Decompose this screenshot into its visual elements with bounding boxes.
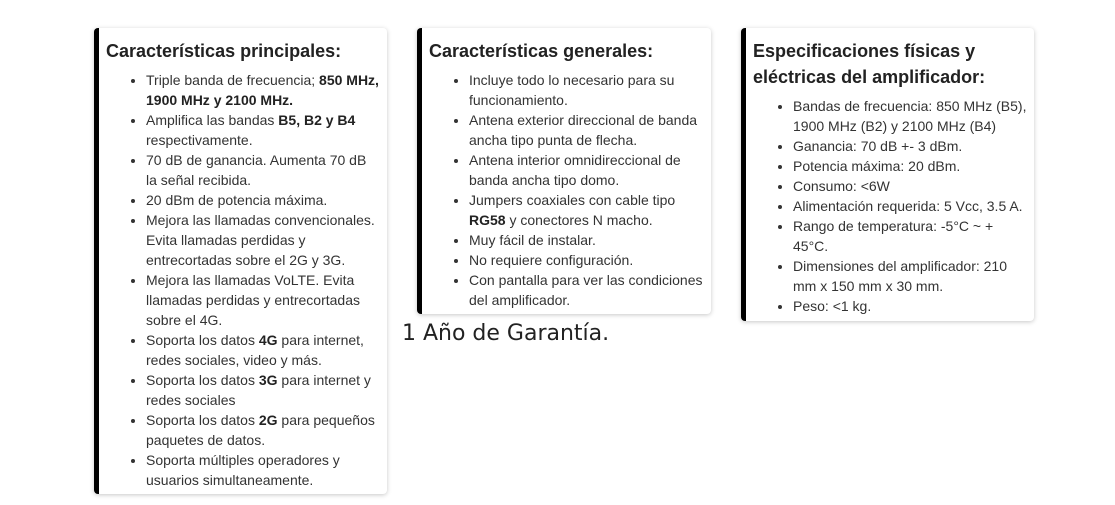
list-item-text: Bandas de frecuencia: 850 MHz (B5), 1900 MHz (B2) y 2100 MHz (B4) [793, 98, 1027, 134]
list-item-text: Potencia máxima: 20 dBm. [793, 158, 961, 174]
list-item-text: Consumo: <6W [793, 178, 890, 194]
list-item [146, 190, 381, 210]
list-item [146, 330, 381, 370]
list-item-text: Mejora las llamadas VoLTE. Evita llamadas perdidas y entrecortadas sobre el 4G. [146, 272, 361, 328]
specs-list [753, 96, 1028, 316]
specs-card [741, 28, 1034, 321]
list-item [793, 136, 1028, 156]
list-item-text: y conectores N macho. [505, 212, 653, 228]
list-item [469, 270, 705, 310]
list-item-text: Soporta múltiples operadores y usuarios simultaneamente. [146, 452, 340, 488]
main-features-title: Características principales: [106, 41, 342, 61]
list-item-text: Antena interior omnidireccional de banda ancha tipo domo. [469, 152, 681, 188]
list-item-text: respectivamente. [146, 132, 253, 148]
list-item [793, 96, 1028, 136]
list-item [469, 150, 705, 190]
list-item-text: Alimentación requerida: 5 Vcc, 3.5 A. [793, 198, 1023, 214]
list-item [146, 410, 381, 450]
list-item-text: para internet y redes sociales [146, 372, 371, 408]
list-item-text: 20 dBm de potencia máxima. [146, 192, 328, 208]
general-features-card [417, 28, 711, 314]
list-item [146, 270, 381, 330]
list-item-text: Dimensiones del amplificador: 210 mm x 150 mm x 30 mm. [793, 258, 1007, 294]
list-item-emphasis: 2G [258, 412, 278, 428]
list-item-text: Incluye todo lo necesario para su funcionamiento. [469, 72, 675, 108]
list-item [469, 230, 705, 250]
list-item [469, 70, 705, 110]
general-features-list [429, 70, 705, 310]
list-item-text: Rango de temperatura: -5°C ~ + 45°C. [793, 218, 994, 254]
specs-title: Especificaciones físicas y eléctricas del amplificador: [753, 41, 986, 87]
general-features-title: Características generales: [429, 41, 654, 61]
list-item-text: Soporta los datos [146, 332, 259, 348]
list-item-text: 70 dB de ganancia. Aumenta 70 dB la señal recibida. [146, 152, 367, 188]
list-item-emphasis: 850 MHz, 1900 MHz y 2100 MHz. [146, 72, 379, 108]
list-item-emphasis: 4G [258, 332, 278, 348]
list-item [146, 370, 381, 410]
list-item-text: Jumpers coaxiales con cable tipo [469, 192, 676, 208]
list-item [146, 210, 381, 270]
list-item-text: Muy fácil de instalar. [469, 232, 596, 248]
list-item [793, 176, 1028, 196]
list-item [793, 256, 1028, 296]
list-item-emphasis: B5, B2 y B4 [278, 112, 356, 128]
list-item-emphasis: RG58 [469, 212, 506, 228]
list-item [793, 216, 1028, 256]
list-item [146, 450, 381, 490]
list-item-emphasis: 3G [258, 372, 278, 388]
main-features-card [94, 28, 387, 494]
list-item [469, 190, 705, 230]
list-item-text: Ganancia: 70 dB +- 3 dBm. [793, 138, 963, 154]
list-item-text: No requiere configuración. [469, 252, 634, 268]
list-item-text: Peso: <1 kg. [793, 298, 872, 314]
list-item-text: Mejora las llamadas convencionales. Evita llamadas perdidas y entrecortadas sobre el 2G y 3G. [146, 212, 375, 268]
list-item [146, 110, 381, 150]
list-item-text: para pequeños paquetes de datos. [146, 412, 375, 448]
list-item [793, 196, 1028, 216]
list-item [146, 150, 381, 190]
main-features-list [106, 70, 381, 490]
list-item [793, 296, 1028, 316]
list-item [469, 110, 705, 150]
list-item [146, 70, 381, 110]
list-item-text: Con pantalla para ver las condiciones del amplificador. [469, 272, 703, 308]
list-item [793, 156, 1028, 176]
list-item-text: Soporta los datos [146, 372, 259, 388]
list-item-text: para internet, redes sociales, video y más. [146, 332, 364, 368]
list-item [469, 250, 705, 270]
list-item-text: Triple banda de frecuencia; [146, 72, 320, 88]
list-item-text: Amplifica las bandas [146, 112, 279, 128]
list-item-text: Antena exterior direccional de banda ancha tipo punta de flecha. [469, 112, 698, 148]
warranty-text: 1 Año de Garantía. [402, 321, 610, 346]
list-item-text: Soporta los datos [146, 412, 259, 428]
